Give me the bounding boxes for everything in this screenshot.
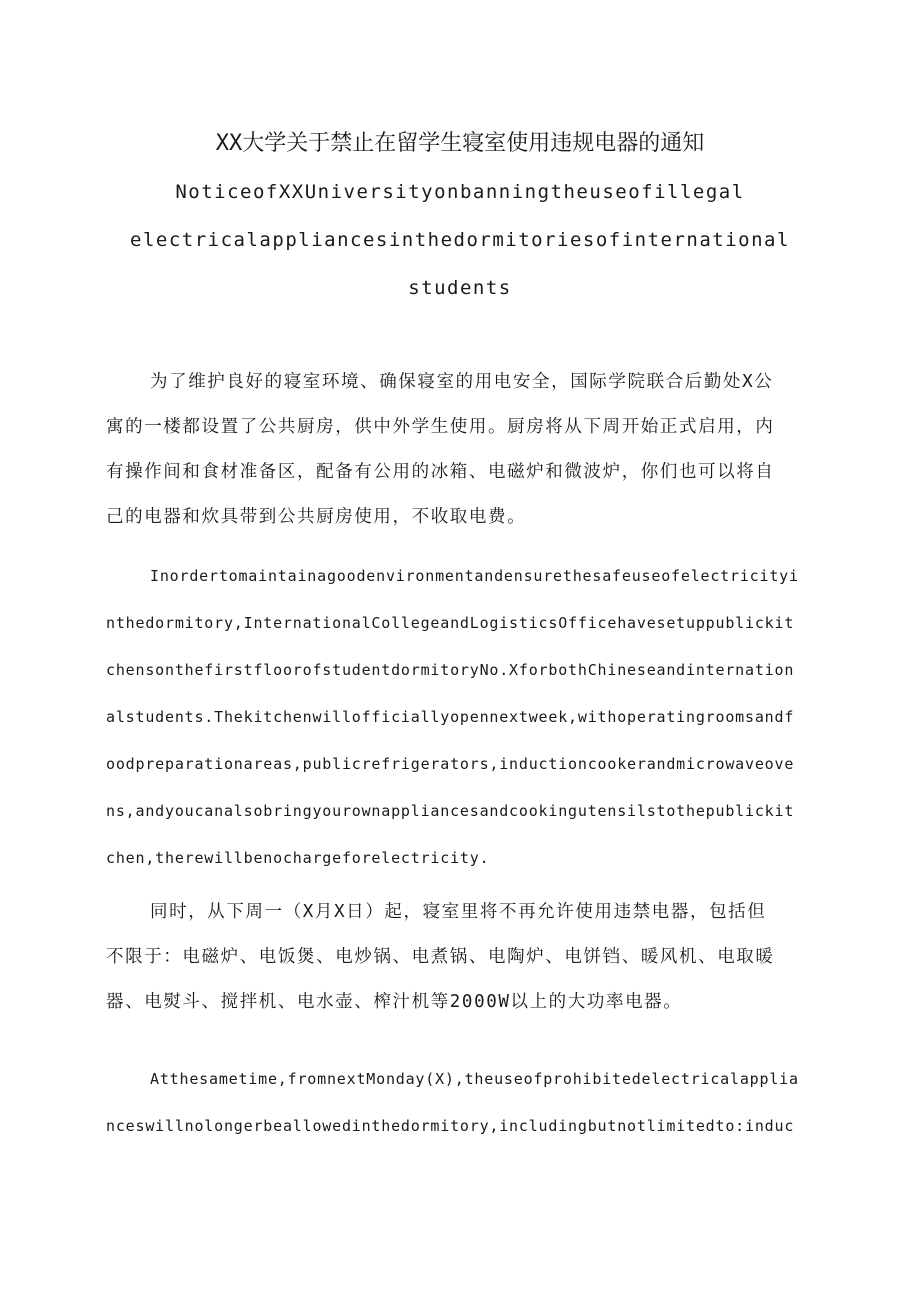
paragraph-line: Atthesametime,fromnextMonday(X),theuseofprohibitedelectricalapplia: [150, 1070, 799, 1088]
paragraph-line: 为了维护良好的寝室环境、确保寝室的用电安全，国际学院联合后勤处X公: [150, 372, 774, 392]
paragraph-line: ns,andyoucanalsobringyourownappliancesandcookingutensilstothepublickit: [106, 802, 795, 820]
paragraph-line: oodpreparationareas,publicrefrigerators,inductioncookerandmicrowaveove: [106, 755, 795, 773]
paragraph-line: 己的电器和炊具带到公共厨房使用，不收取电费。: [106, 507, 527, 527]
title-english-line-1: NoticeofXXUniversityonbanningtheuseofillegal: [175, 181, 745, 203]
paragraph-prohibited-appliances-zh: [106, 890, 816, 1025]
title-english-line-2: electricalappliancesinthedormitoriesofinternational: [130, 229, 790, 251]
paragraph-line: chensonthefirstfloorofstudentdormitoryNo.XforbothChineseandinternation: [106, 661, 795, 679]
notice-title: [100, 120, 820, 312]
paragraph-line: chen,therewillbenochargeforelectricity.: [106, 849, 490, 867]
paragraph-line: nceswillnolongerbeallowedinthedormitory,includingbutnotlimitedto:induc: [106, 1117, 795, 1135]
paragraph-line: Inordertomaintainagoodenvironmentandensurethesafeuseofelectricityi: [150, 567, 799, 585]
paragraph-kitchen-notice-zh: [106, 360, 816, 540]
paragraph-kitchen-notice-en: [106, 553, 816, 882]
paragraph-line: 寓的一楼都设置了公共厨房，供中外学生使用。厨房将从下周开始正式启用，内: [106, 417, 775, 437]
paragraph-prohibited-appliances-en: [106, 1056, 816, 1150]
title-english-line-3: students: [408, 277, 512, 299]
paragraph-line: 不限于：电磁炉、电饭煲、电炒锅、电煮锅、电陶炉、电饼铛、暖风机、电取暖: [106, 947, 775, 967]
paragraph-line: 有操作间和食材准备区，配备有公用的冰箱、电磁炉和微波炉，你们也可以将自: [106, 462, 775, 482]
paragraph-line: alstudents.Thekitchenwillofficiallyopennextweek,withoperatingroomsandf: [106, 708, 795, 726]
paragraph-line: 同时，从下周一（X月X日）起，寝室里将不再允许使用违禁电器，包括但: [150, 902, 767, 922]
paragraph-line: 器、电熨斗、搅拌机、电水壶、榨汁机等2000W以上的大功率电器。: [106, 992, 683, 1012]
title-chinese: XX大学关于禁止在留学生寝室使用违规电器的通知: [215, 131, 705, 156]
paragraph-line: nthedormitory,InternationalCollegeandLogisticsOfficehavesetuppublickit: [106, 614, 795, 632]
